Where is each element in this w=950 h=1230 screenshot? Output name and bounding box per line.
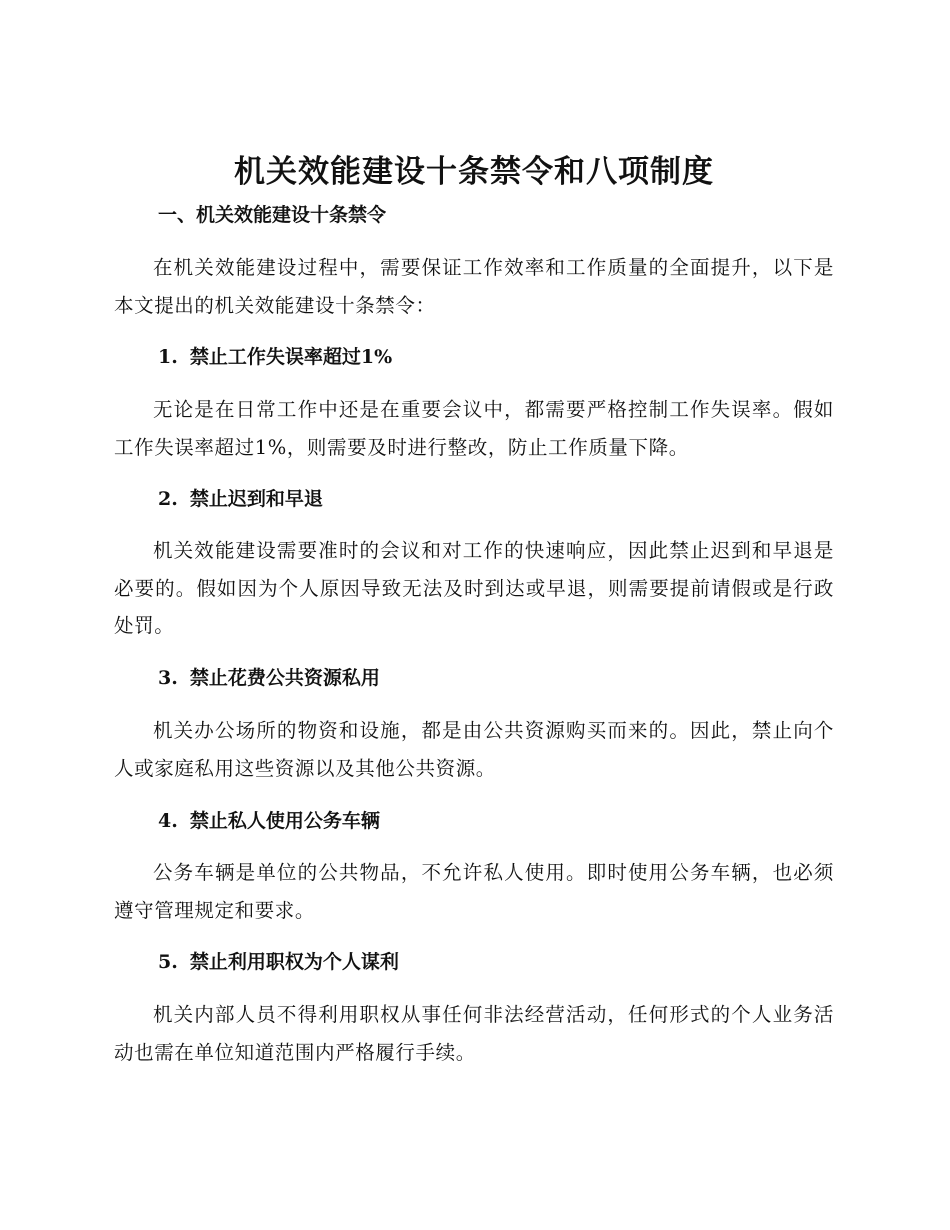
item-body-1: 无论是在日常工作中还是在重要会议中，都需要严格控制工作失误率。假如工作失误率超过1%，则需要及时进行整改，防止工作质量下降。 [114,398,834,459]
item-heading-2 [158,484,323,514]
item-number: 3. [158,667,178,689]
document-page [114,0,834,1230]
item-number: 1. [158,346,178,368]
document-title: 机关效能建设十条禁令和八项制度 [234,154,714,190]
item-title: 禁止私人使用公务车辆 [189,810,380,832]
item-heading-4 [158,806,380,836]
item-body-2: 机关效能建设需要准时的会议和对工作的快速响应，因此禁止迟到和早退是必要的。假如因为个人原因导致无法及时到达或早退，则需要提前请假或是行政处罚。 [114,539,834,637]
item-title: 禁止工作失误率超过1% [189,346,393,368]
item-heading-5 [158,947,399,977]
section-intro-paragraph: 在机关效能建设过程中，需要保证工作效率和工作质量的全面提升，以下是本文提出的机关效能建设十条禁令： [114,256,834,317]
item-body-5: 机关内部人员不得利用职权从事任何非法经营活动，任何形式的个人业务活动也需在单位知道范围内严格履行手续。 [114,1003,834,1064]
item-title: 禁止迟到和早退 [189,488,323,510]
item-number: 4. [158,810,178,832]
section-heading: 一、机关效能建设十条禁令 [158,204,387,226]
item-heading-1 [158,342,392,372]
item-number: 2. [158,488,178,510]
item-body-3: 机关办公场所的物资和设施，都是由公共资源购买而来的。因此，禁止向个人或家庭私用这些资源以及其他公共资源。 [114,719,834,780]
item-title: 禁止花费公共资源私用 [189,667,380,689]
item-body-4: 公务车辆是单位的公共物品，不允许私人使用。即时使用公务车辆，也必须遵守管理规定和要求。 [114,861,834,922]
item-title: 禁止利用职权为个人谋利 [189,951,399,973]
item-number: 5. [158,951,178,973]
item-heading-3 [158,663,380,693]
